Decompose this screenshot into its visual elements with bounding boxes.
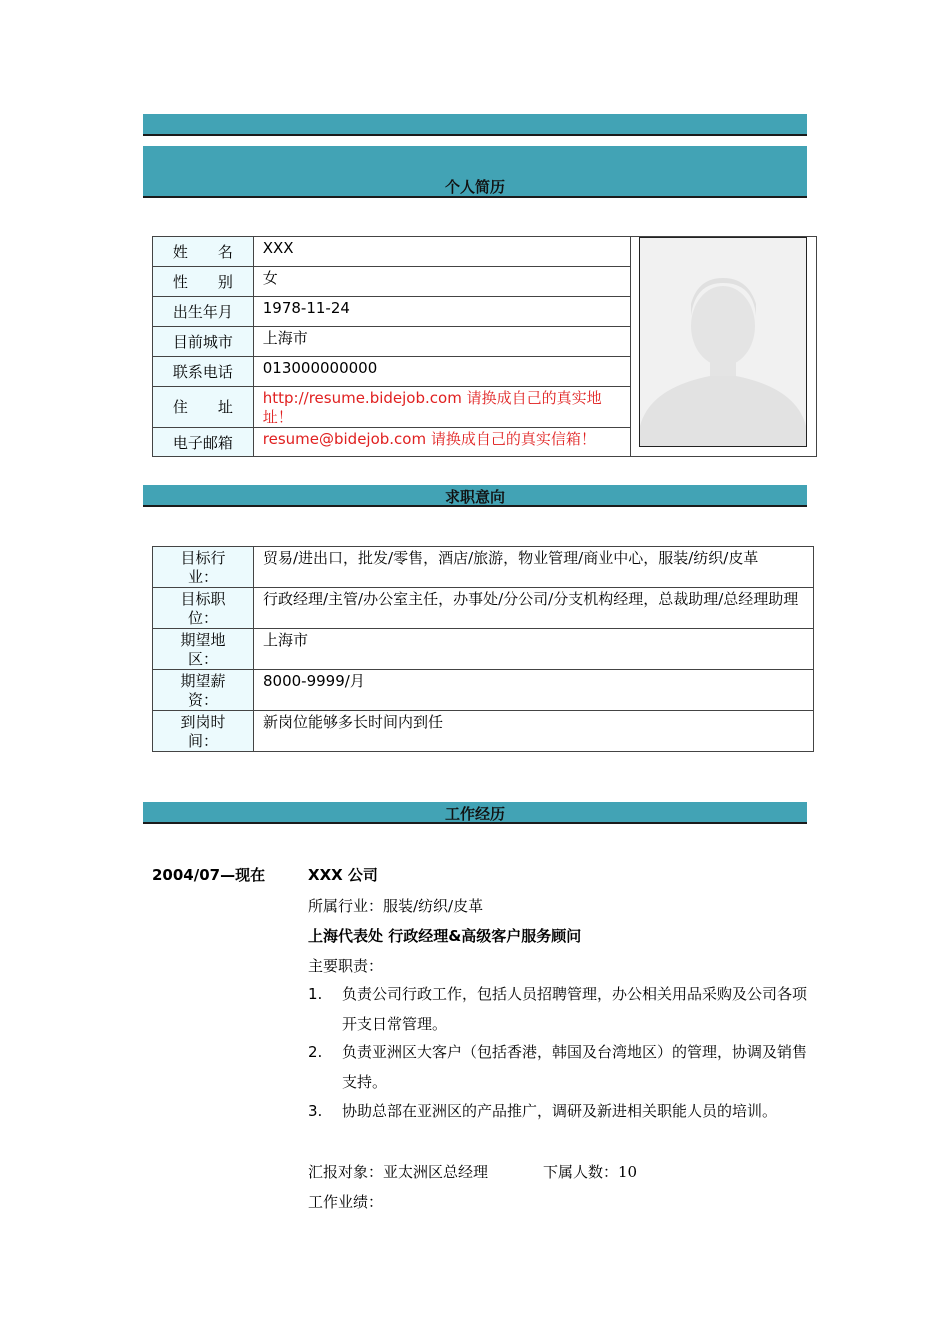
- email-value: [253, 428, 630, 457]
- work-period: 2004/07—现在: [152, 866, 266, 884]
- intent-row-label: 期望薪资：: [153, 670, 254, 711]
- birth-value: 1978-11-24: [253, 297, 630, 327]
- address-value: [253, 387, 630, 428]
- achievements-label: 工作业绩：: [308, 1193, 384, 1211]
- email-label: 电子邮箱: [172, 434, 233, 452]
- intent-row-label: 到岗时间：: [153, 711, 254, 752]
- duty-item: 负责公司行政工作，包括人员招聘管理，办公相关用品采购及公司各项开支日常管理。: [342, 985, 808, 1033]
- intent-row-value: 新岗位能够多长时间内到任: [254, 711, 814, 752]
- duty-item: 协助总部在亚洲区的产品推广，调研及新进相关职能人员的培训。: [342, 1102, 778, 1120]
- work-title: 工作经历: [444, 805, 505, 823]
- duty-number: 2.: [308, 1043, 323, 1061]
- intent-row-value: 8000-9999/月: [254, 670, 814, 711]
- duties-label: 主要职责：: [308, 957, 384, 975]
- personal-info-table: [152, 236, 817, 457]
- profile-title: 个人简历: [444, 178, 505, 196]
- intent-table: [152, 546, 814, 752]
- duty-number: 3.: [308, 1102, 323, 1120]
- birth-label: 出生年月: [172, 303, 233, 321]
- city-label: 目前城市: [172, 333, 233, 351]
- avatar-silhouette-icon: [640, 238, 806, 446]
- gender-value: 女: [253, 267, 630, 297]
- profile-header-bar: [143, 146, 807, 198]
- intent-title: 求职意向: [444, 488, 505, 506]
- intent-row-value: 行政经理/主管/办公室主任，办事处/分公司/分支机构经理，总裁助理/总经理助理: [254, 588, 814, 629]
- gender-label: 性 别: [172, 273, 233, 291]
- duty-number: 1.: [308, 985, 323, 1003]
- intent-row-value: 贸易/进出口，批发/零售，酒店/旅游，物业管理/商业中心，服装/纺织/皮革: [254, 547, 814, 588]
- address-label: 住 址: [172, 397, 233, 416]
- duty-item: 负责亚洲区大客户（包括香港，韩国及台湾地区）的管理，协调及销售支持。: [342, 1043, 808, 1091]
- address-note: 请换成自己的真实地址！: [262, 389, 602, 426]
- intent-row-value: 上海市: [254, 629, 814, 670]
- report-to: 汇报对象：亚太洲区总经理: [308, 1163, 489, 1181]
- phone-label: 联系电话: [172, 363, 233, 381]
- name-label: 姓 名: [172, 243, 233, 261]
- top-bar: [143, 114, 807, 136]
- intent-row-label: 目标行业：: [153, 547, 254, 588]
- subordinates: 下属人数：10: [543, 1163, 638, 1181]
- name-value: XXX: [253, 237, 630, 267]
- work-position: 上海代表处 行政经理&高级客户服务顾问: [308, 927, 582, 945]
- intent-row-label: 期望地区：: [153, 629, 254, 670]
- intent-header-bar: [143, 485, 807, 507]
- address-link[interactable]: http://resume.bidejob.com: [262, 389, 462, 407]
- phone-value: 013000000000: [253, 357, 630, 387]
- work-industry: 所属行业：服装/纺织/皮革: [308, 897, 484, 915]
- intent-row-label: 目标职位：: [153, 588, 254, 629]
- work-header-bar: [143, 802, 807, 824]
- email-note: 请换成自己的真实信箱！: [426, 430, 596, 448]
- email-link[interactable]: resume@bidejob.com: [262, 430, 427, 448]
- avatar: [639, 237, 807, 447]
- city-value: 上海市: [253, 327, 630, 357]
- work-company: XXX 公司: [308, 866, 378, 884]
